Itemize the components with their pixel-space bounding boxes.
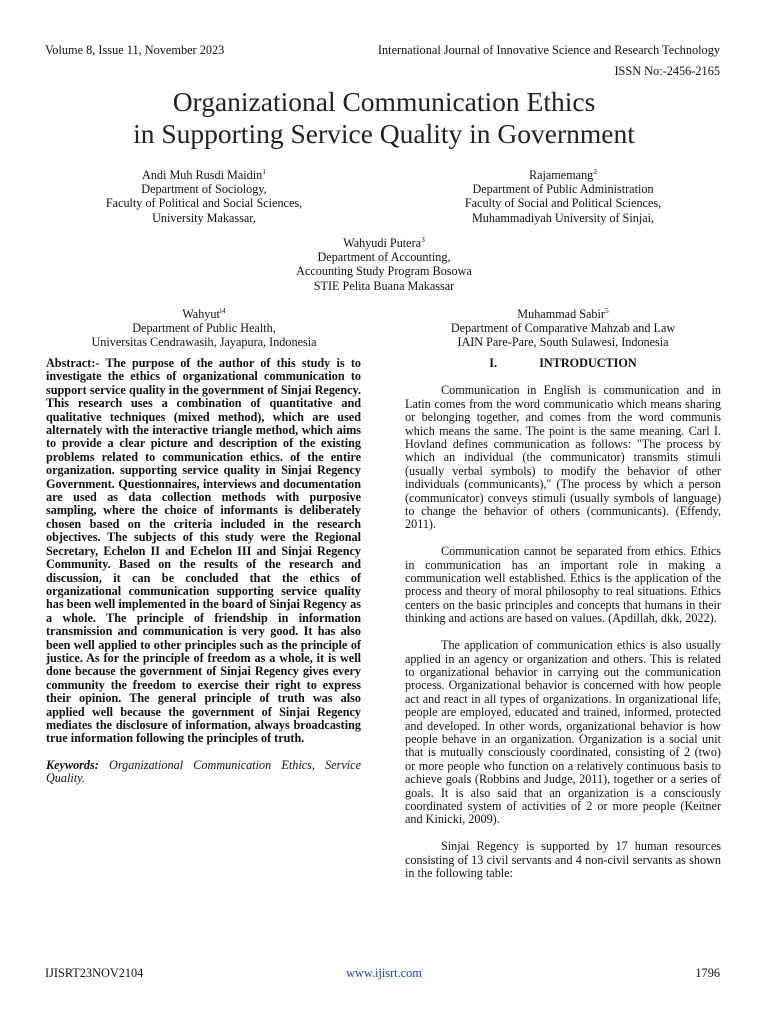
author-affiliation: IAIN Pare-Pare, South Sulawesi, Indonesia <box>457 335 669 350</box>
author-name: Wahyut <box>182 307 220 322</box>
right-column <box>405 357 721 894</box>
author-affiliation: Department of Public Health, <box>132 321 276 336</box>
abstract: Abstract:- The purpose of the author of this study is to investigate the ethics of organizational communication to support service quality in the government of Sinjai Regency. This research uses a combination of quantitative and qualitative techniques (mixed method), which are used alternately with the interactive triangle method, which aims to provide a clear picture and description of the existing problems related to communication ethics. of the entire organization. supporting service quality in Sinjai Regency Government. Questionnaires, interviews and documentation are used as data collection methods with purposive sampling, where the choice of informants is deliberately chosen based on the criteria included in the research objectives. The subjects of this study were the Regional Secretary, Echelon II and Echelon III and Sinjai Regency Community. Based on the results of the research and discussion, it can be concluded that the ethics of organizational communication supporting service quality has been well implemented in the board of Sinjai Regency as a whole. The principle of friendship in information transmission and communication is very good. It has also been well applied to other principles such as the principle of justice. As for the principle of freedom as a whole, it is well done because the government of Sinjai Regency gives every community the freedom to exercise their right to express their opinion. The general principle of truth was also applied well because the government of Sinjai Regency mediates the disclosure of information, always broadcasting true information following the principles of truth. <box>46 356 361 746</box>
keywords-label: Keywords: <box>46 757 99 772</box>
journal-url-link[interactable]: www.ijisrt.com <box>346 966 422 980</box>
author-affiliation: Department of Comparative Mahzab and Law <box>450 321 676 336</box>
author-affiliation: Universitas Cendrawasih, Jayapura, Indonesia <box>91 335 317 350</box>
author-name: Muhammad Sabir <box>517 307 605 322</box>
author-affiliation: Faculty of Political and Social Sciences, <box>105 196 303 211</box>
title-line-2: in Supporting Service Quality in Government <box>133 118 635 149</box>
section-number: I. <box>489 356 498 370</box>
issn: ISSN No:-2456-2165 <box>614 64 720 78</box>
keywords-text: Organizational Communication Ethics, Service Quality. <box>46 757 361 786</box>
section-heading <box>405 357 721 370</box>
intro-paragraph-4: Sinjai Regency is supported by 17 human resources consisting of 13 civil servants and 4 non-civil servants as shown in the following table: <box>405 839 721 880</box>
author-block-1: Andi Muh Rusdi Maidin$^1$ Department of Sociology, Faculty of Political and Social Sciences, University Makassar, <box>45 165 363 225</box>
intro-paragraph-2: Communication cannot be separated from ethics. Ethics in communication has an important role in making a communication well established. Ethics is the application of the process and theory of moral philosophy to real situations. Ethics centers on the basic principles and concepts that humans in their thinking and actions are based on values. (Apdillah, dkk, 2022). <box>405 544 721 626</box>
author-affiliation: Faculty of Social and Political Sciences, <box>464 196 662 211</box>
author-affiliation: University Makassar, <box>152 210 256 225</box>
author-affiliation: Muhammadiyah University of Sinjai, <box>471 210 655 225</box>
author-block-3: Wahyudi Putera$^3$ Department of Accounting, Accounting Study Program Bosowa STIE Pelita Buana Makassar <box>0 233 768 293</box>
author-block-4: Wahyut$^{i4}$ Department of Public Health, Universitas Cendrawasih, Jayapura, Indonesia <box>45 304 363 350</box>
page-number: 1796 <box>695 966 720 980</box>
volume-info: Volume 8, Issue 11, November 2023 <box>45 43 225 57</box>
author-affiliation: Department of Sociology, <box>141 182 267 197</box>
keywords <box>46 759 361 786</box>
author-name: Wahyudi Putera <box>343 236 422 251</box>
left-column <box>46 357 361 786</box>
section-title: INTRODUCTION <box>539 356 637 370</box>
author-affiliation: STIE Pelita Buana Makassar <box>313 278 455 293</box>
author-affiliation: Department of Accounting, <box>317 250 451 265</box>
intro-paragraph-1: Communication in English is communication and in Latin comes from the word communicatio which means sharing or belonging together, and comes from the word communis which means the same. The point is the same meaning. Carl I. Hovland defines communication as follows: "The process by which an individual (the communicator) transmits stimuli (usually verbal symbols) to modify the behavior of other individuals (communicants)," (The process by which a person (communicator) conveys stimuli (usually symbols of language) to change the behavior of others (communicants). (Effendy, 2011). <box>405 383 721 532</box>
title-line-1: Organizational Communication Ethics <box>172 86 596 117</box>
author-block-5: Muhammad Sabir$^5$ Department of Comparative Mahzab and Law IAIN Pare-Pare, South Sulawesi, Indonesia <box>404 304 722 350</box>
author-block-2: Rajamemang$^2$ Department of Public Administration Faculty of Social and Political Sciences, Muhammadiyah University of Sinjai, <box>404 165 722 225</box>
journal-name: International Journal of Innovative Science and Research Technology <box>377 43 720 57</box>
author-name: Andi Muh Rusdi Maidin <box>142 168 263 183</box>
author-affiliation: Department of Public Administration <box>472 182 654 197</box>
author-affiliation: Accounting Study Program Bosowa <box>296 264 472 279</box>
intro-paragraph-3: The application of communication ethics is also usually applied in an agency or organization and others. This is related to organizational behavior in carrying out the communication process. Organizational behavior is concerned with how people act and react in all types of organizations. In organizational life, people are employed, educated and trained, informed, protected and developed. In other words, organizational behavior is how people behave in an organization. Organization is a social unit that is mutually consciously coordinated, consisting of 2 (two) or more people who function on a relatively continuous basis to achieve goals (Robbins and Judge, 2011), together or a series of goals. It is also said that an organization is a consciously coordinated system of activities of 2 or more people (Keitner and Kinicki, 2009). <box>405 638 721 827</box>
paper-title <box>0 86 768 150</box>
author-name: Rajamemang <box>528 168 594 183</box>
paper-code: IJISRT23NOV2104 <box>45 966 144 980</box>
